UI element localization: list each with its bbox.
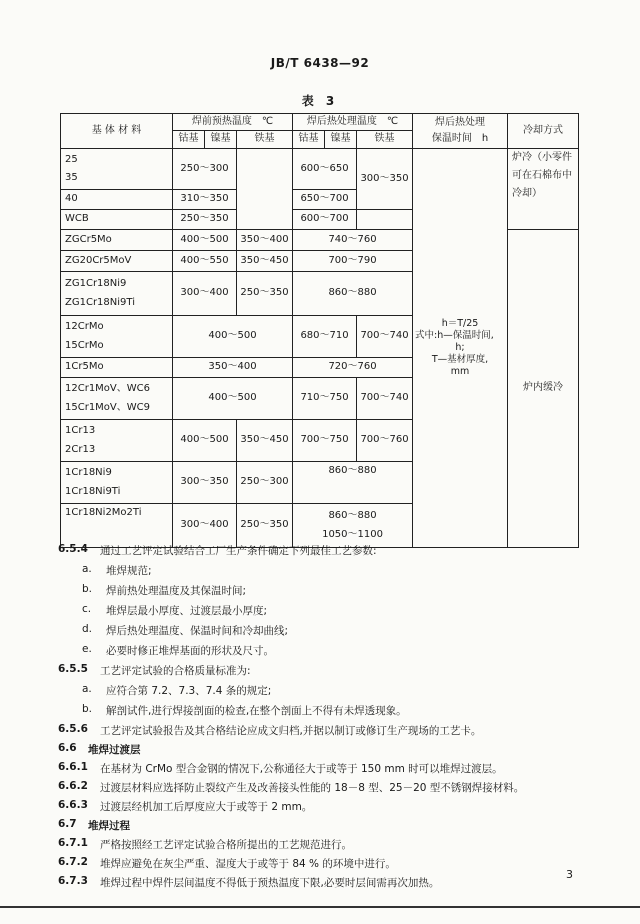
list-text: 焊前热处理温度及其保温时间;	[106, 585, 247, 597]
material-name: ZGCr5Mo	[61, 230, 173, 251]
header-pre-iron: 铁基	[237, 131, 293, 149]
material-name: 35	[65, 172, 78, 183]
header-cooling: 冷却方式	[508, 114, 579, 149]
clause-text: 工艺评定试验报告及其合格结论应成文归档,并据以制订或修订生产现场的工艺卡。	[100, 725, 482, 737]
clause-number: 6.5.5	[58, 663, 88, 675]
value-cell: 350～400	[173, 358, 293, 378]
clause-text: 在基材为 CrMo 型合金钢的情况下,公称通径大于或等于 150 mm 时可以堆焊过渡层。	[100, 763, 503, 775]
list-text: 堆焊层最小厚度、过渡层最小厚度;	[106, 605, 268, 617]
header-postweld: 焊后热处理温度 ℃	[293, 114, 413, 131]
empty-cell	[357, 210, 413, 230]
value-cell: 250～350	[237, 504, 293, 548]
list-text: 解剖试件,进行焊接剖面的检查,在整个剖面上不得有未焊透现象。	[106, 705, 407, 717]
material-cell	[61, 272, 173, 316]
clause-number: 6.6.1	[58, 761, 88, 773]
clause-text: 过渡层经机加工后厚度应大于或等于 2 mm。	[100, 801, 313, 813]
clause-number: 6.6.2	[58, 780, 88, 792]
list-key: d.	[82, 623, 93, 635]
value-cell	[293, 504, 413, 548]
list-key: a.	[82, 683, 92, 695]
table-title: 表 3	[301, 94, 339, 108]
value-cell: 400～550	[173, 251, 237, 272]
header-hold-line2: 保温时间 h	[431, 133, 489, 144]
value-cell: 860～880	[293, 272, 413, 316]
clause-number: 6.7.1	[58, 837, 88, 849]
clause-number: 6.6	[58, 742, 77, 754]
material-name: 1Cr18Ni9Ti	[65, 485, 121, 497]
value-cell: 350～450	[237, 420, 293, 462]
material-cell	[61, 316, 173, 358]
clause-number: 6.5.4	[58, 543, 88, 555]
material-name: WCB	[61, 210, 173, 230]
value-cell: 600～650	[293, 149, 357, 190]
value-cell: 300～350	[173, 462, 237, 504]
value-cell: 300～400	[173, 272, 237, 316]
value-cell: 600～700	[293, 210, 357, 230]
clause-text: 严格按照经工艺评定试验合格所提出的工艺规范进行。	[100, 839, 352, 851]
value-cell: 350～450	[237, 251, 293, 272]
header-base-material: 基 体 材 料	[61, 114, 173, 149]
value-cell: 710～750	[293, 378, 357, 420]
value-cell: 700～740	[357, 378, 413, 420]
header-post-nickel: 镍基	[325, 131, 357, 149]
formula-line: T—基材厚度,	[431, 353, 489, 365]
page-number: 3	[566, 868, 573, 881]
material-name: 1Cr18Ni2Mo2Ti	[61, 504, 173, 548]
value-cell: 350～400	[237, 230, 293, 251]
material-name: 1Cr5Mo	[61, 358, 173, 378]
value-cell: 650～700	[293, 190, 357, 210]
list-text: 焊后热处理温度、保温时间和冷却曲线;	[106, 625, 289, 637]
clause-text: 通过工艺评定试验结合工厂生产条件确定下列最佳工艺参数:	[100, 545, 377, 557]
value-cell: 400～500	[173, 378, 293, 420]
value-cell: 740～760	[293, 230, 413, 251]
value-cell: 250～350	[173, 210, 237, 230]
material-name: 12Cr1MoV、WC6	[65, 383, 150, 394]
formula-line: h;	[455, 342, 465, 354]
list-key: a.	[82, 563, 92, 575]
value-cell: 250～300	[237, 462, 293, 504]
material-name: 15Cr1MoV、WC9	[65, 401, 150, 413]
clause-number: 6.7	[58, 818, 77, 830]
value-cell: 400～500	[173, 316, 293, 358]
value-line: 1050～1100	[322, 528, 383, 540]
material-name: 12CrMo	[65, 321, 104, 332]
header-pre-nickel: 镍基	[205, 131, 237, 149]
list-text: 应符合第 7.2、7.3、7.4 条的规定;	[106, 685, 272, 697]
material-cell	[61, 378, 173, 420]
value-cell: 700～790	[293, 251, 413, 272]
process-parameter-table	[60, 113, 579, 548]
list-key: b.	[82, 583, 93, 595]
material-name: ZG1Cr18Ni9Ti	[65, 296, 135, 308]
value-cell: 700～760	[357, 420, 413, 462]
header-pre-cobalt: 钴基	[173, 131, 205, 149]
list-key: c.	[82, 603, 92, 615]
section-title: 堆焊过程	[88, 820, 130, 832]
material-name: 1Cr13	[65, 425, 96, 436]
header-post-cobalt: 钴基	[293, 131, 325, 149]
material-name: 2Cr13	[65, 443, 96, 455]
value-cell: 700～750	[293, 420, 357, 462]
formula-line: mm	[450, 365, 470, 377]
material-cell	[61, 420, 173, 462]
clause-number: 6.6.3	[58, 799, 88, 811]
value-cell: 250～350	[237, 272, 293, 316]
material-cell	[61, 462, 173, 504]
clause-number: 6.7.2	[58, 856, 88, 868]
clause-text: 过渡层材料应选择防止裂纹产生及改善接头性能的 18－8 型、25－20 型不锈钢焊接材料。	[100, 782, 525, 794]
empty-cell	[237, 149, 293, 230]
clause-text: 堆焊过程中焊件层间温度不得低于预热温度下限,必要时层间需再次加热。	[100, 877, 440, 889]
clause-text: 工艺评定试验的合格质量标准为:	[100, 665, 251, 677]
bottom-rule	[0, 906, 640, 908]
value-cell: 720～760	[293, 358, 413, 378]
clause-number: 6.7.3	[58, 875, 88, 887]
header-post-iron: 铁基	[357, 131, 413, 149]
clause-text: 堆焊应避免在灰尘严重、湿度大于或等于 84 % 的环境中进行。	[100, 858, 396, 870]
list-text: 堆焊规范;	[106, 565, 152, 577]
cooling-cell: 炉内缓冷	[508, 230, 579, 548]
value-cell: 300～350	[357, 149, 413, 210]
value-line: 860～880	[328, 510, 377, 521]
value-cell: 680～710	[293, 316, 357, 358]
value-cell: 400～500	[173, 420, 237, 462]
material-name: 15CrMo	[65, 339, 104, 351]
value-cell: 860～880	[293, 462, 413, 504]
value-cell: 300～400	[173, 504, 237, 548]
list-text: 必要时修正堆焊基面的形状及尺寸。	[106, 645, 274, 657]
value-cell: 400～500	[173, 230, 237, 251]
hold-time-formula-cell	[413, 149, 508, 548]
value-cell: 700～740	[357, 316, 413, 358]
list-key: b.	[82, 703, 93, 715]
value-cell: 310～350	[173, 190, 237, 210]
cooling-cell: 炉冷（小零件可在石棉布中冷却）	[508, 149, 579, 230]
material-name: 40	[61, 190, 173, 210]
formula-line: h＝T/25	[441, 318, 479, 330]
header-hold-time	[413, 114, 508, 149]
section-title: 堆焊过渡层	[88, 744, 141, 756]
material-name: ZG20Cr5MoV	[61, 251, 173, 272]
header-hold-line1: 焊后热处理	[435, 116, 486, 128]
clause-number: 6.5.6	[58, 723, 88, 735]
header-preheat: 焊前预热温度 ℃	[173, 114, 293, 131]
material-name: 25	[65, 153, 78, 165]
value-cell: 250～300	[173, 149, 237, 190]
list-key: e.	[82, 643, 92, 655]
material-cell	[61, 149, 173, 190]
material-name: ZG1Cr18Ni9	[65, 278, 127, 289]
formula-line: 式中:h—保温时间,	[415, 330, 494, 342]
document-header: JB/T 6438—92	[270, 56, 370, 70]
material-name: 1Cr18Ni9	[65, 467, 112, 478]
